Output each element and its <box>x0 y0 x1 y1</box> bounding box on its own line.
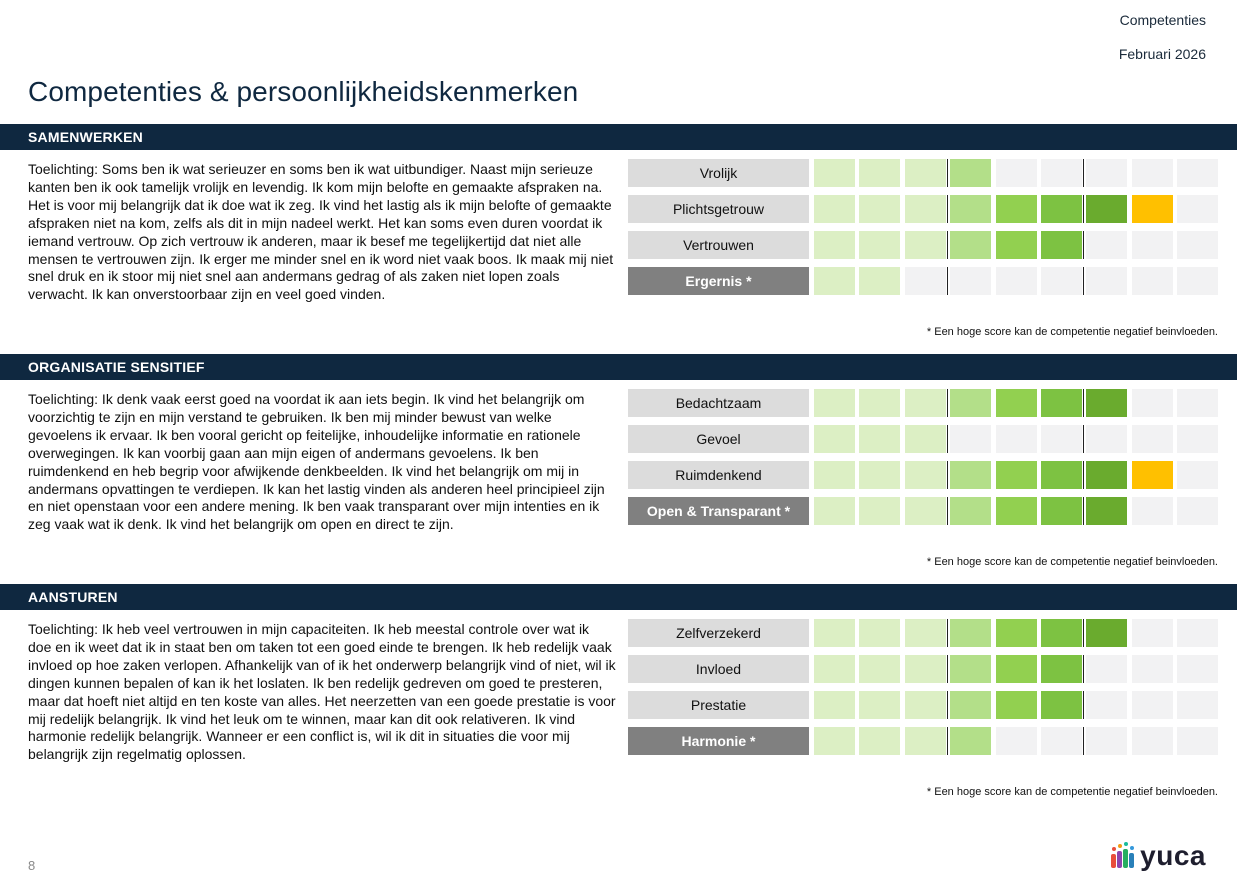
score-scale <box>814 655 1218 683</box>
scale-marker <box>1083 727 1084 755</box>
score-segment-filled <box>905 619 946 647</box>
score-segment-filled <box>859 267 900 295</box>
score-scale <box>814 389 1218 417</box>
score-scale <box>814 461 1218 489</box>
score-segment-empty <box>1177 231 1218 259</box>
score-segment-filled <box>814 159 855 187</box>
score-segment-filled <box>1041 497 1082 525</box>
score-segment-filled <box>996 389 1037 417</box>
score-segment-empty <box>1086 267 1127 295</box>
score-segment-filled <box>1041 195 1082 223</box>
score-segment-filled <box>996 231 1037 259</box>
score-scale <box>814 425 1218 453</box>
trait-row <box>628 389 1218 417</box>
trait-label: Ruimdenkend <box>628 461 809 489</box>
score-segment-empty <box>1177 691 1218 719</box>
trait-label: Zelfverzekerd <box>628 619 809 647</box>
score-segment-empty <box>1132 497 1173 525</box>
score-segment-filled <box>996 461 1037 489</box>
score-segment-empty <box>1177 497 1218 525</box>
score-segment-filled <box>859 655 900 683</box>
score-segment-empty <box>905 267 946 295</box>
trait-row <box>628 461 1218 489</box>
score-segment-empty <box>1177 619 1218 647</box>
score-segment-filled <box>905 691 946 719</box>
score-segment-filled <box>859 619 900 647</box>
score-segment-filled <box>1086 497 1127 525</box>
score-segment-filled <box>905 727 946 755</box>
logo-text: yuca <box>1140 840 1206 871</box>
scale-marker <box>1083 461 1084 489</box>
score-segment-filled <box>859 497 900 525</box>
scale-marker <box>1083 267 1084 295</box>
score-segment-empty <box>996 159 1037 187</box>
score-segment-filled <box>1132 195 1173 223</box>
score-segment-filled <box>859 691 900 719</box>
score-scale <box>814 691 1218 719</box>
score-scale <box>814 497 1218 525</box>
score-segment-filled <box>1041 655 1082 683</box>
page-title: Competenties & persoonlijkheidskenmerken <box>28 76 579 107</box>
score-segment-filled <box>814 461 855 489</box>
scale-marker <box>1083 425 1084 453</box>
score-segment-filled <box>1041 389 1082 417</box>
score-segment-filled <box>950 727 991 755</box>
score-segment-filled <box>1041 619 1082 647</box>
score-scale <box>814 159 1218 187</box>
trait-label: Vertrouwen <box>628 231 809 259</box>
score-scale <box>814 231 1218 259</box>
score-segment-filled <box>1041 461 1082 489</box>
score-segment-filled <box>950 231 991 259</box>
score-segment-filled <box>814 425 855 453</box>
score-segment-empty <box>1177 389 1218 417</box>
trait-row <box>628 425 1218 453</box>
trait-bars <box>628 159 1218 303</box>
score-segment-empty <box>950 267 991 295</box>
score-segment-filled <box>950 159 991 187</box>
score-segment-empty <box>1086 727 1127 755</box>
score-segment-filled <box>859 461 900 489</box>
score-segment-filled <box>950 619 991 647</box>
scale-marker <box>1083 159 1084 187</box>
trait-label: Prestatie <box>628 691 809 719</box>
yuca-logo <box>1111 842 1206 870</box>
section-explanation: Toelichting: Ik heb veel vertrouwen in mijn capaciteiten. Ik heb meestal controle over wat ik doe en ik weet dat ik in staat ben om taken tot een goed einde te brengen. Ik heb redelijk vaak invloed op hoe zaken verlopen. Afhankelijk van of ik het onderwerp belangrijk vind of niet, wil ik dingen kunnen bepalen of kan ik het loslaten. Ik ben redelijk gedreven om goed te presteren, maar dat hoeft niet altijd en ten koste van alles. Het neerzetten van een goede prestatie is voor mij redelijk belangrijk. Ik vind het leuk om te winnen, maar kan dit ook relativeren. Ik vind harmonie redelijk belangrijk. Wanneer er een conflict is, wil ik dit in situaties die voor mij belangrijk zijn regelmatig oplossen. <box>28 621 616 763</box>
score-segment-filled <box>859 159 900 187</box>
score-segment-filled <box>996 655 1037 683</box>
score-scale <box>814 727 1218 755</box>
score-segment-empty <box>1132 389 1173 417</box>
trait-label: Open & Transparant * <box>628 497 809 525</box>
negative-score-note: * Een hoge score kan de competentie negatief beinvloeden. <box>926 326 1218 338</box>
score-segment-filled <box>905 425 946 453</box>
section-organisatie-sensitief <box>0 354 1237 580</box>
score-segment-filled <box>814 619 855 647</box>
section-header: SAMENWERKEN <box>0 124 1237 150</box>
section-explanation: Toelichting: Soms ben ik wat serieuzer en soms ben ik wat uitbundiger. Naast mijn serieuze kanten ben ik ook tamelijk vrolijk en levendig. Ik kom mijn belofte en gemaakte afspraken na. Het is voor mij belangrijk dat ik doe wat ik zeg. Ik vind het lastig als ik mijn belofte of gemaakte afspraken niet na kom, zelfs als dit in mijn nadeel werkt. Het kan soms even duren voordat ik iemand vertrouw. Op zich vertrouw ik anderen, maar ik besef me tegelijkertijd dat niet alle mensen te vertrouwen zijn. Ik erger me minder snel en ik word niet vaak boos. Ik maak mij niet snel druk en ik stoor mij niet snel aan andermans gedrag of als zaken niet lopen zoals verwacht. Ik kan onverstoorbaar zijn en veel goed vinden. <box>28 161 614 303</box>
score-segment-filled <box>950 497 991 525</box>
score-segment-filled <box>996 497 1037 525</box>
score-segment-filled <box>905 389 946 417</box>
score-segment-empty <box>1132 231 1173 259</box>
trait-row <box>628 267 1218 295</box>
score-segment-empty <box>1041 267 1082 295</box>
trait-label: Harmonie * <box>628 727 809 755</box>
score-segment-empty <box>1132 727 1173 755</box>
section-samenwerken <box>0 124 1237 350</box>
score-segment-filled <box>814 655 855 683</box>
score-segment-empty <box>1041 727 1082 755</box>
score-segment-filled <box>996 195 1037 223</box>
scale-marker <box>947 425 948 453</box>
trait-row <box>628 727 1218 755</box>
scale-marker <box>947 195 948 223</box>
score-segment-empty <box>1086 425 1127 453</box>
score-segment-filled <box>905 195 946 223</box>
trait-label: Gevoel <box>628 425 809 453</box>
score-segment-empty <box>1177 159 1218 187</box>
score-segment-empty <box>996 727 1037 755</box>
score-segment-empty <box>1177 267 1218 295</box>
score-segment-filled <box>859 425 900 453</box>
score-segment-empty <box>1177 727 1218 755</box>
scale-marker <box>947 231 948 259</box>
score-segment-filled <box>814 231 855 259</box>
score-segment-filled <box>1086 619 1127 647</box>
logo-mark-icon <box>1111 842 1135 870</box>
section-header: AANSTUREN <box>0 584 1237 610</box>
trait-label: Vrolijk <box>628 159 809 187</box>
section-explanation: Toelichting: Ik denk vaak eerst goed na voordat ik aan iets begin. Ik vind het belangrijk om voorzichtig te zijn en mijn verstand te gebruiken. Ik ben mij minder bewust van welke gevoelens ik ervaar. Ik ben vooral gericht op feitelijke, inhoudelijke informatie en rationele overwegingen. Ik kan voorbij gaan aan mijn eigen of andermans gevoelens. Ik ben ruimdenkend en heb begrip voor afwijkende denkbeelden. Ik vind het belangrijk om mij in andermans opvattingen te verdiepen. Ik kan het lastig vinden als anderen heel principieel zijn en niet openstaan voor een andere mening. Ik ben vaak transparant over mijn intenties en ik zeg vaak wat ik denk. Ik vind het belangrijk om open en direct te zijn. <box>28 391 605 533</box>
section-header: ORGANISATIE SENSITIEF <box>0 354 1237 380</box>
score-segment-empty <box>1086 231 1127 259</box>
score-segment-filled <box>814 727 855 755</box>
score-segment-filled <box>1086 461 1127 489</box>
score-segment-empty <box>1041 159 1082 187</box>
score-segment-filled <box>996 619 1037 647</box>
score-segment-filled <box>950 195 991 223</box>
score-segment-empty <box>1086 159 1127 187</box>
scale-marker <box>1083 497 1084 525</box>
score-segment-filled <box>1086 389 1127 417</box>
trait-label: Invloed <box>628 655 809 683</box>
scale-marker <box>947 619 948 647</box>
trait-row <box>628 619 1218 647</box>
score-segment-filled <box>814 497 855 525</box>
score-segment-empty <box>950 425 991 453</box>
document-date: Februari 2026 <box>1118 46 1206 62</box>
scale-marker <box>1083 195 1084 223</box>
scale-marker <box>1083 231 1084 259</box>
score-segment-filled <box>859 389 900 417</box>
score-segment-filled <box>996 691 1037 719</box>
trait-label: Bedachtzaam <box>628 389 809 417</box>
document-label: Competenties <box>1119 12 1206 28</box>
trait-label: Plichtsgetrouw <box>628 195 809 223</box>
scale-marker <box>947 461 948 489</box>
scale-marker <box>947 389 948 417</box>
negative-score-note: * Een hoge score kan de competentie negatief beinvloeden. <box>926 556 1218 568</box>
scale-marker <box>947 159 948 187</box>
trait-row <box>628 195 1218 223</box>
score-segment-filled <box>1041 691 1082 719</box>
score-segment-filled <box>905 159 946 187</box>
score-scale <box>814 195 1218 223</box>
scale-marker <box>947 497 948 525</box>
score-segment-empty <box>1132 691 1173 719</box>
score-segment-filled <box>814 389 855 417</box>
trait-label: Ergernis * <box>628 267 809 295</box>
scale-marker <box>947 267 948 295</box>
section-aansturen <box>0 584 1237 810</box>
score-segment-empty <box>996 267 1037 295</box>
score-scale <box>814 267 1218 295</box>
score-segment-filled <box>859 727 900 755</box>
trait-row <box>628 159 1218 187</box>
score-segment-empty <box>1177 425 1218 453</box>
score-segment-filled <box>814 267 855 295</box>
trait-row <box>628 231 1218 259</box>
score-segment-filled <box>859 231 900 259</box>
scale-marker <box>947 691 948 719</box>
score-segment-filled <box>859 195 900 223</box>
trait-row <box>628 691 1218 719</box>
score-segment-filled <box>950 461 991 489</box>
page-number: 8 <box>28 858 36 873</box>
score-segment-filled <box>814 195 855 223</box>
score-segment-empty <box>1086 691 1127 719</box>
score-segment-empty <box>1177 461 1218 489</box>
score-segment-filled <box>1132 461 1173 489</box>
trait-bars <box>628 389 1218 533</box>
scale-marker <box>1083 619 1084 647</box>
negative-score-note: * Een hoge score kan de competentie negatief beinvloeden. <box>926 786 1218 798</box>
score-scale <box>814 619 1218 647</box>
trait-bars <box>628 619 1218 763</box>
score-segment-empty <box>1132 619 1173 647</box>
score-segment-empty <box>1177 195 1218 223</box>
scale-marker <box>1083 691 1084 719</box>
scale-marker <box>947 727 948 755</box>
scale-marker <box>947 655 948 683</box>
score-segment-filled <box>814 691 855 719</box>
trait-row <box>628 497 1218 525</box>
scale-marker <box>1083 389 1084 417</box>
score-segment-filled <box>905 655 946 683</box>
score-segment-filled <box>1041 231 1082 259</box>
scale-marker <box>1083 655 1084 683</box>
score-segment-empty <box>1132 655 1173 683</box>
score-segment-empty <box>1041 425 1082 453</box>
score-segment-filled <box>950 655 991 683</box>
score-segment-filled <box>1086 195 1127 223</box>
score-segment-empty <box>1132 159 1173 187</box>
score-segment-empty <box>1177 655 1218 683</box>
score-segment-filled <box>905 497 946 525</box>
score-segment-empty <box>1086 655 1127 683</box>
score-segment-empty <box>1132 425 1173 453</box>
score-segment-empty <box>996 425 1037 453</box>
score-segment-filled <box>950 691 991 719</box>
score-segment-filled <box>905 461 946 489</box>
score-segment-filled <box>905 231 946 259</box>
score-segment-empty <box>1132 267 1173 295</box>
trait-row <box>628 655 1218 683</box>
score-segment-filled <box>950 389 991 417</box>
